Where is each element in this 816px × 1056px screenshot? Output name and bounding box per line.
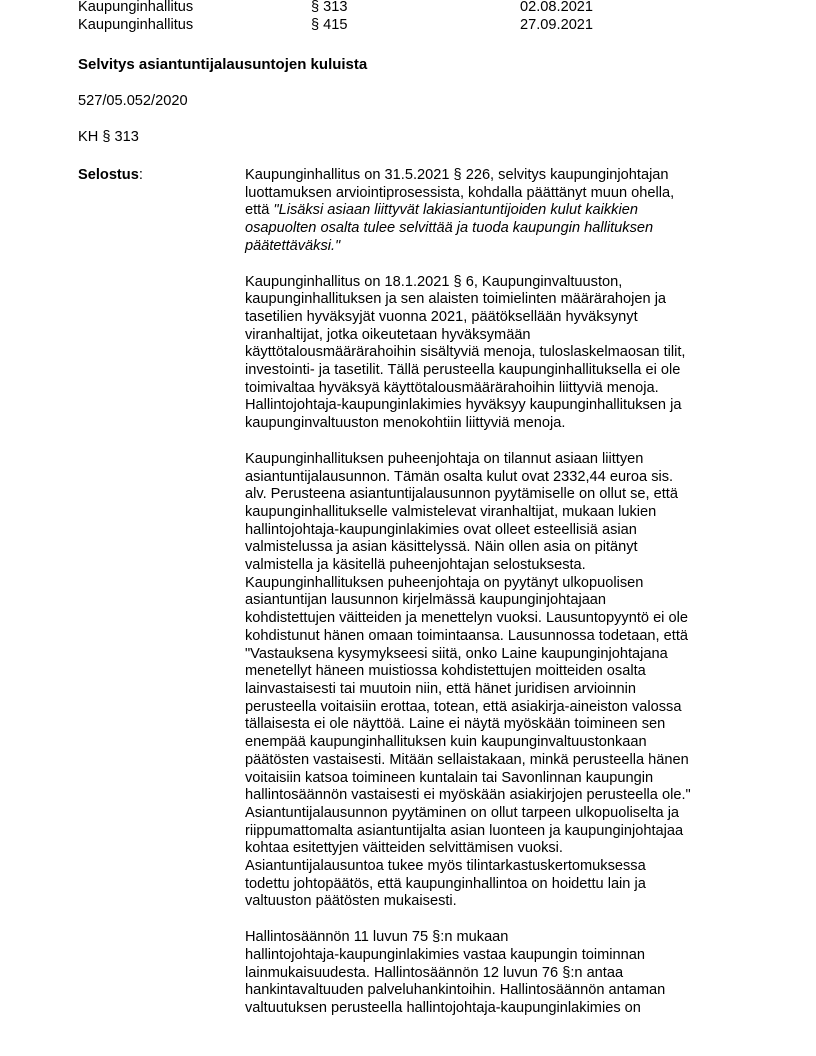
meta-row-2: [78, 17, 193, 33]
text-line: voitaisiin katsoa toimineen kuntalain tai Savonlinnan kaupungin: [245, 769, 654, 786]
text-line: perusteella voitaisiin erottaa, totean, että asiakirja-aineiston valossa: [245, 698, 682, 715]
text-line: hallintojohtaja-kaupunginlakimies ovat olleet esteellisiä asian: [245, 521, 637, 538]
text-line: lainmukaisuudesta. Hallintosäännön 12 luvun 76 §:n antaa: [245, 964, 624, 981]
page-title: Selvitys asiantuntijalausuntojen kuluista: [78, 56, 368, 73]
text-line: kaupunginhallitukselle valmistelevat viranhaltijat, mukaan lukien: [245, 503, 657, 520]
meta-date: 02.08.2021: [520, 0, 594, 15]
section-label: Selostus:: [78, 167, 143, 183]
text-line: kohdistunut hänen omaan toimintaansa. Lausunnossa todetaan, että: [245, 627, 689, 644]
text-line: Kaupunginhallituksen puheenjohtaja on pyytänyt ulkopuolisen: [245, 574, 644, 591]
text-line: Kaupunginhallituksen puheenjohtaja on tilannut asiaan liittyen: [245, 450, 644, 467]
text-line: investointi- ja tasetilit. Tällä perusteella kaupunginhallituksella ei ole: [245, 362, 681, 379]
text-line: Hallintosäännön 11 luvun 75 §:n mukaan: [245, 929, 509, 946]
text-line: kaupunginhallituksen ja sen alaisten toimielinten määrärahojen ja: [245, 291, 667, 308]
meta-row-1: [78, 0, 193, 15]
paragraph-4: [245, 929, 765, 1018]
text-line: asiantuntijalausunnon. Tämän osalta kulut ovat 2332,44 euroa sis.: [245, 468, 674, 485]
text-line: valtuuston päätösten mukaisesti.: [245, 893, 457, 910]
paragraph-2: [245, 274, 765, 433]
text-line: Asiantuntijalausuntoa tukee myös tilintarkastuskertomuksessa: [245, 858, 646, 875]
text-line: enempää kaupunginhallituksen kuin kaupunginvaltuustonkaan: [245, 734, 647, 751]
text-line: hankintavaltuuden palveluhankintoihin. Hallintosäännön antaman: [245, 982, 666, 999]
paragraph-1: Kaupunginhallitus on 31.5.2021 § 226, selvitys kaupunginjohtajan luottamuksen arviointiprosessista, kohdalla päättänyt muun ohella, että "Lisäksi asiaan liittyvät lakiasiantuntijoiden kulut kaikkien osapuolten osalta tulee selvittää ja tuoda kaupungin hallituksen päätettäväksi.": [245, 167, 675, 254]
meta-org: Kaupunginhallitus: [78, 17, 194, 33]
text-line: tällaisesta ei ole näyttöä. Laine ei näytä myöskään toimineen sen: [245, 716, 666, 733]
meta-section: § 415: [311, 17, 348, 33]
text-line: toimivaltaa hyväksyä käyttötalousmäärärahoihin liittyviä menoja.: [245, 379, 659, 396]
text-line: kohtaa esitettyjen väitteiden selvittämisen vuoksi.: [245, 840, 563, 857]
text-line: menetellyt häneen muistiossa kohdistettujen moitteiden osalta: [245, 663, 646, 680]
text-line: kohdistettujen väitteiden ja menettelyn vuoksi. Lausuntopyyntö ei ole: [245, 610, 688, 627]
text-line: tasetilien hyväksyjät vuonna 2021, päätöksellään hyväksynyt: [245, 308, 638, 325]
text-line: valmistelussa ja asian käsittelyssä. Näin ollen asia on pitänyt: [245, 539, 638, 556]
text-line: päätösten vastaisesti. Mitään sellaistakaan, minkä perusteella hänen: [245, 751, 689, 768]
text-line: asiantuntijan lausunnon kirjelmässä kaupunginjohtajaan: [245, 592, 607, 609]
text-line: kaupunginvaltuuston menokohtiin liittyviä menoja.: [245, 415, 566, 432]
text-line: käyttötalousmäärärahoihin sisältyviä menoja, tuloslaskelmaosan tilit,: [245, 344, 686, 361]
text-line: Hallintojohtaja-kaupunginlakimies hyväksyy kaupunginhallituksen ja: [245, 397, 682, 414]
text-line: lainvastaisesti tai muutoin niin, että hänet juridisen arvioinnin: [245, 680, 637, 697]
text-line: "Vastauksena kysymykseesi siitä, onko Laine kaupunginjohtajana: [245, 645, 668, 662]
kh-reference: KH § 313: [78, 129, 139, 145]
meta-section: § 313: [311, 0, 348, 15]
paragraph-3: [245, 451, 765, 911]
text-line: Kaupunginhallitus on 18.1.2021 § 6, Kaupunginvaltuuston,: [245, 273, 623, 290]
text-line: viranhaltijat, jotka oikeutetaan hyväksymään: [245, 326, 531, 343]
meta-org: Kaupunginhallitus: [78, 0, 194, 15]
meta-date: 27.09.2021: [520, 17, 594, 33]
text-line: hallintosäännön vastaisesti ei myöskään asiakirjojen perusteella ole.": [245, 787, 691, 804]
text-line: alv. Perusteena asiantuntijalausunnon pyytämiselle on ollut se, että: [245, 486, 678, 503]
text-line: valmistella ja käsitellä puheenjohtajan selostuksesta.: [245, 557, 586, 574]
text-line: todettu johtopäätös, että kaupunginhallintoa on hoidettu lain ja: [245, 875, 646, 892]
text-line: Asiantuntijalausunnon pyytäminen on ollut tarpeen ulkopuoliselta ja: [245, 804, 680, 821]
document-body: [245, 167, 765, 1018]
text-line: hallintojohtaja-kaupunginlakimies vastaa kaupungin toiminnan: [245, 946, 645, 963]
text-line: valtuutuksen perusteella hallintojohtaja-kaupunginlakimies on: [245, 999, 641, 1016]
text-line: riippumattomalta asiantuntijalta asian luonteen ja kaupunginjohtajaa: [245, 822, 684, 839]
record-number: 527/05.052/2020: [78, 93, 188, 109]
